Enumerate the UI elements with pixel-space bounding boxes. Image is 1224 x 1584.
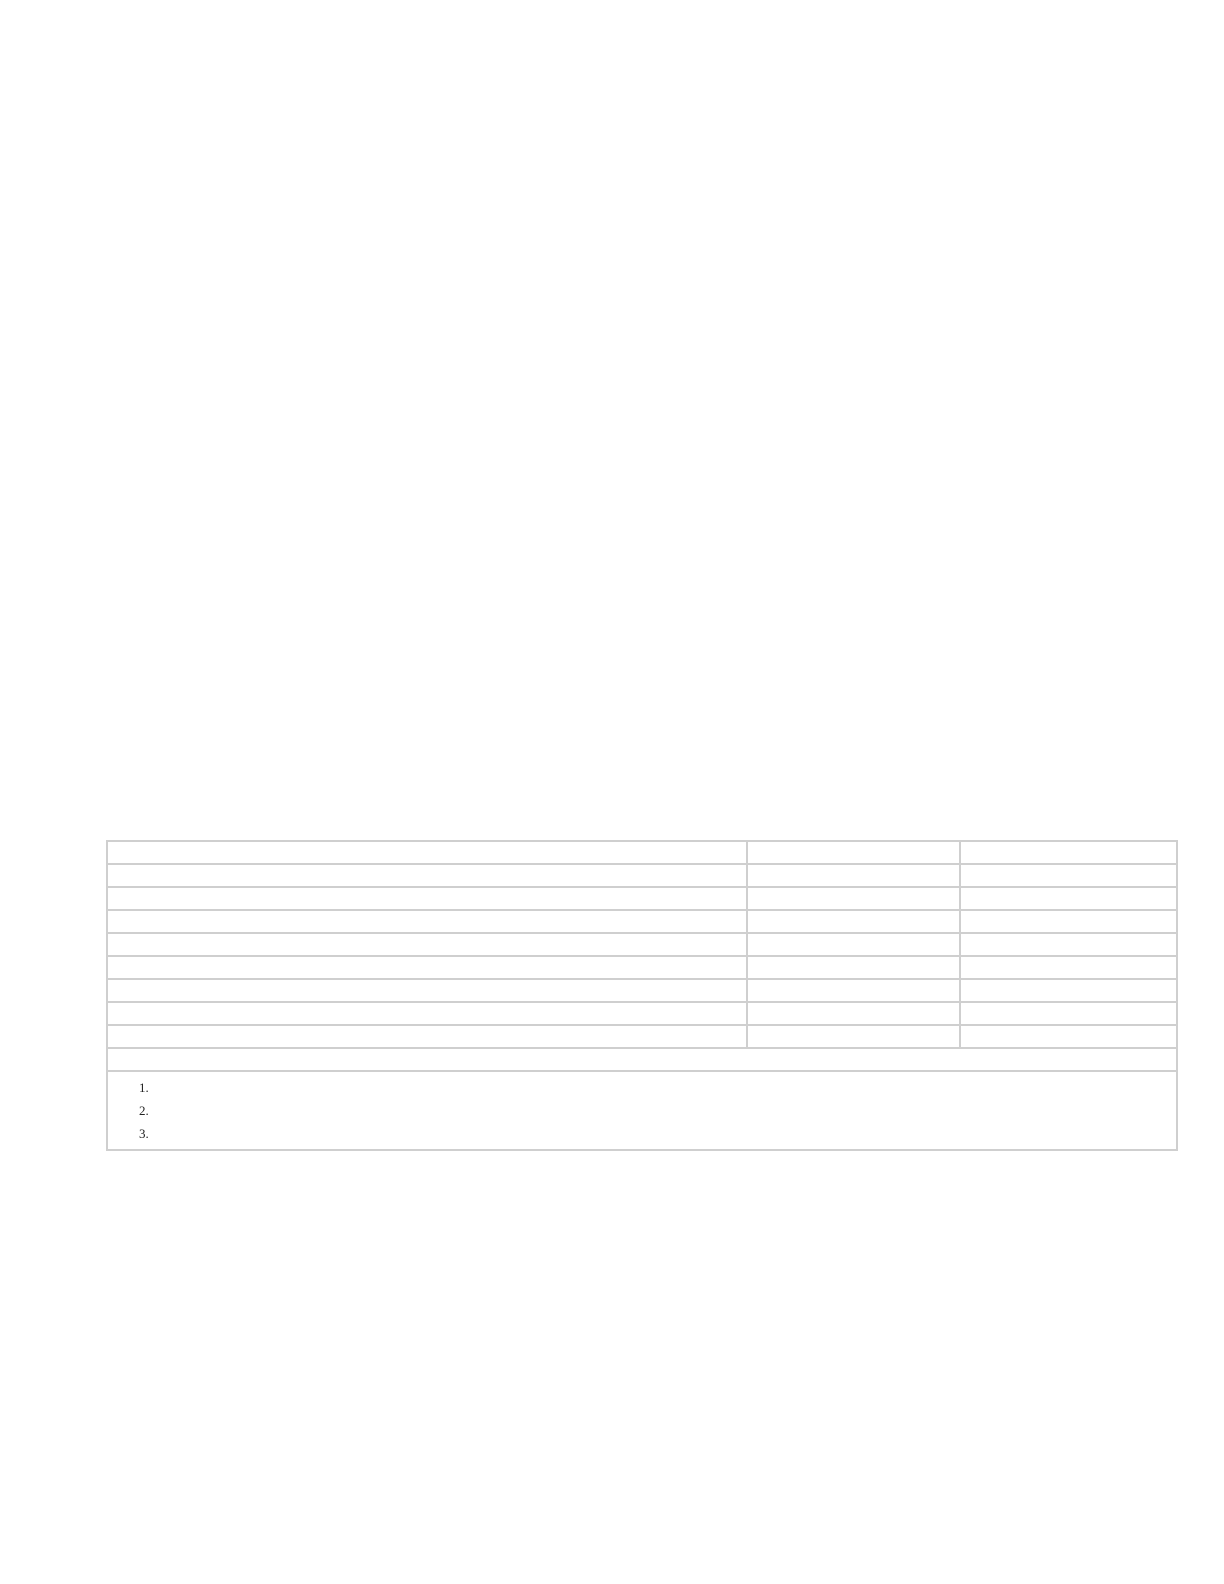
note-item [152,1122,1166,1145]
table-row [107,864,1177,887]
table-header-row [107,841,1177,864]
table-cell [960,979,1177,1002]
table-cell [107,887,747,910]
table-header-cell [107,841,747,864]
table-row [107,933,1177,956]
table-cell [107,1025,747,1048]
table-notes-cell [107,1071,1177,1150]
table-cell [747,887,960,910]
table-header-cell [960,841,1177,864]
table-row [107,1025,1177,1048]
table-cell [107,910,747,933]
table-header-cell [747,841,960,864]
table-cell [747,1002,960,1025]
table-cell [747,979,960,1002]
table-row [107,910,1177,933]
table-cell [107,864,747,887]
table-cell [747,1025,960,1048]
table-subheader-row [107,1048,1177,1071]
table-row [107,887,1177,910]
table-cell [960,956,1177,979]
table-cell [960,864,1177,887]
table-row [107,956,1177,979]
table-cell [747,910,960,933]
notes-list [118,1076,1166,1145]
table-cell [747,956,960,979]
table-row [107,1002,1177,1025]
table-subheader-cell [107,1048,1177,1071]
data-table [106,840,1178,1151]
data-table-block [104,818,1180,1151]
table-cell [107,1002,747,1025]
note-item [152,1099,1166,1122]
table-notes-row [107,1071,1177,1150]
table-cell [107,979,747,1002]
table-cell [960,910,1177,933]
table-cell [960,933,1177,956]
note-item [152,1076,1166,1099]
table-caption [104,818,1180,840]
table-cell [107,956,747,979]
table-cell [960,887,1177,910]
table-cell [747,864,960,887]
table-cell [960,1025,1177,1048]
table-row [107,979,1177,1002]
table-cell [960,1002,1177,1025]
table-cell [107,933,747,956]
table-cell [747,933,960,956]
